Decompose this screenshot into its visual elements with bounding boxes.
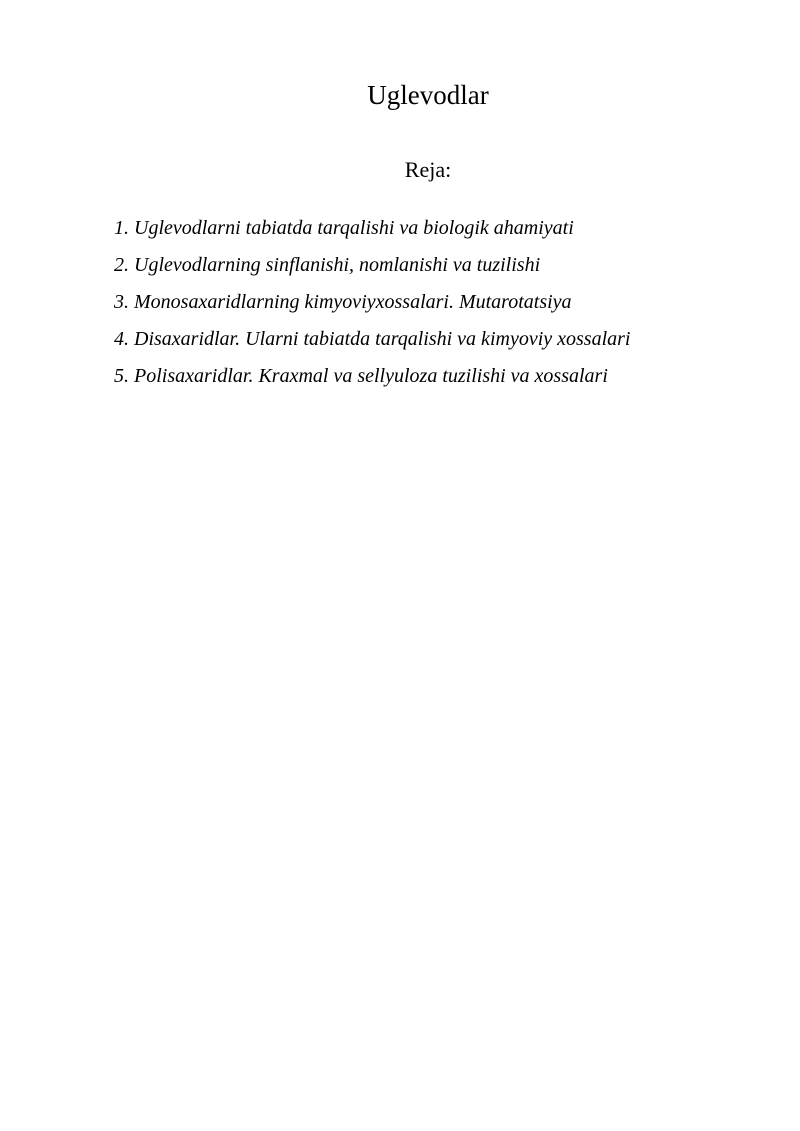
plan-item-1: 1. Uglevodlarni tabiatda tarqalishi va biologik ahamiyati: [114, 217, 574, 239]
plan-item-4: 4. Disaxaridlar. Ularni tabiatda tarqalishi va kimyoviy xossalari: [114, 328, 631, 350]
plan-item-5: 5. Polisaxaridlar. Kraxmal va sellyuloza tuzilishi va xossalari: [114, 365, 608, 387]
document-title: Uglevodlar: [367, 80, 489, 110]
plan-item-2: 2. Uglevodlarning sinflanishi, nomlanishi va tuzilishi: [114, 254, 541, 276]
plan-list: [114, 215, 630, 400]
plan-heading: Reja:: [404, 157, 452, 182]
plan-item-3: 3. Monosaxaridlarning kimyoviyxossalari. Mutarotatsiya: [114, 291, 572, 313]
